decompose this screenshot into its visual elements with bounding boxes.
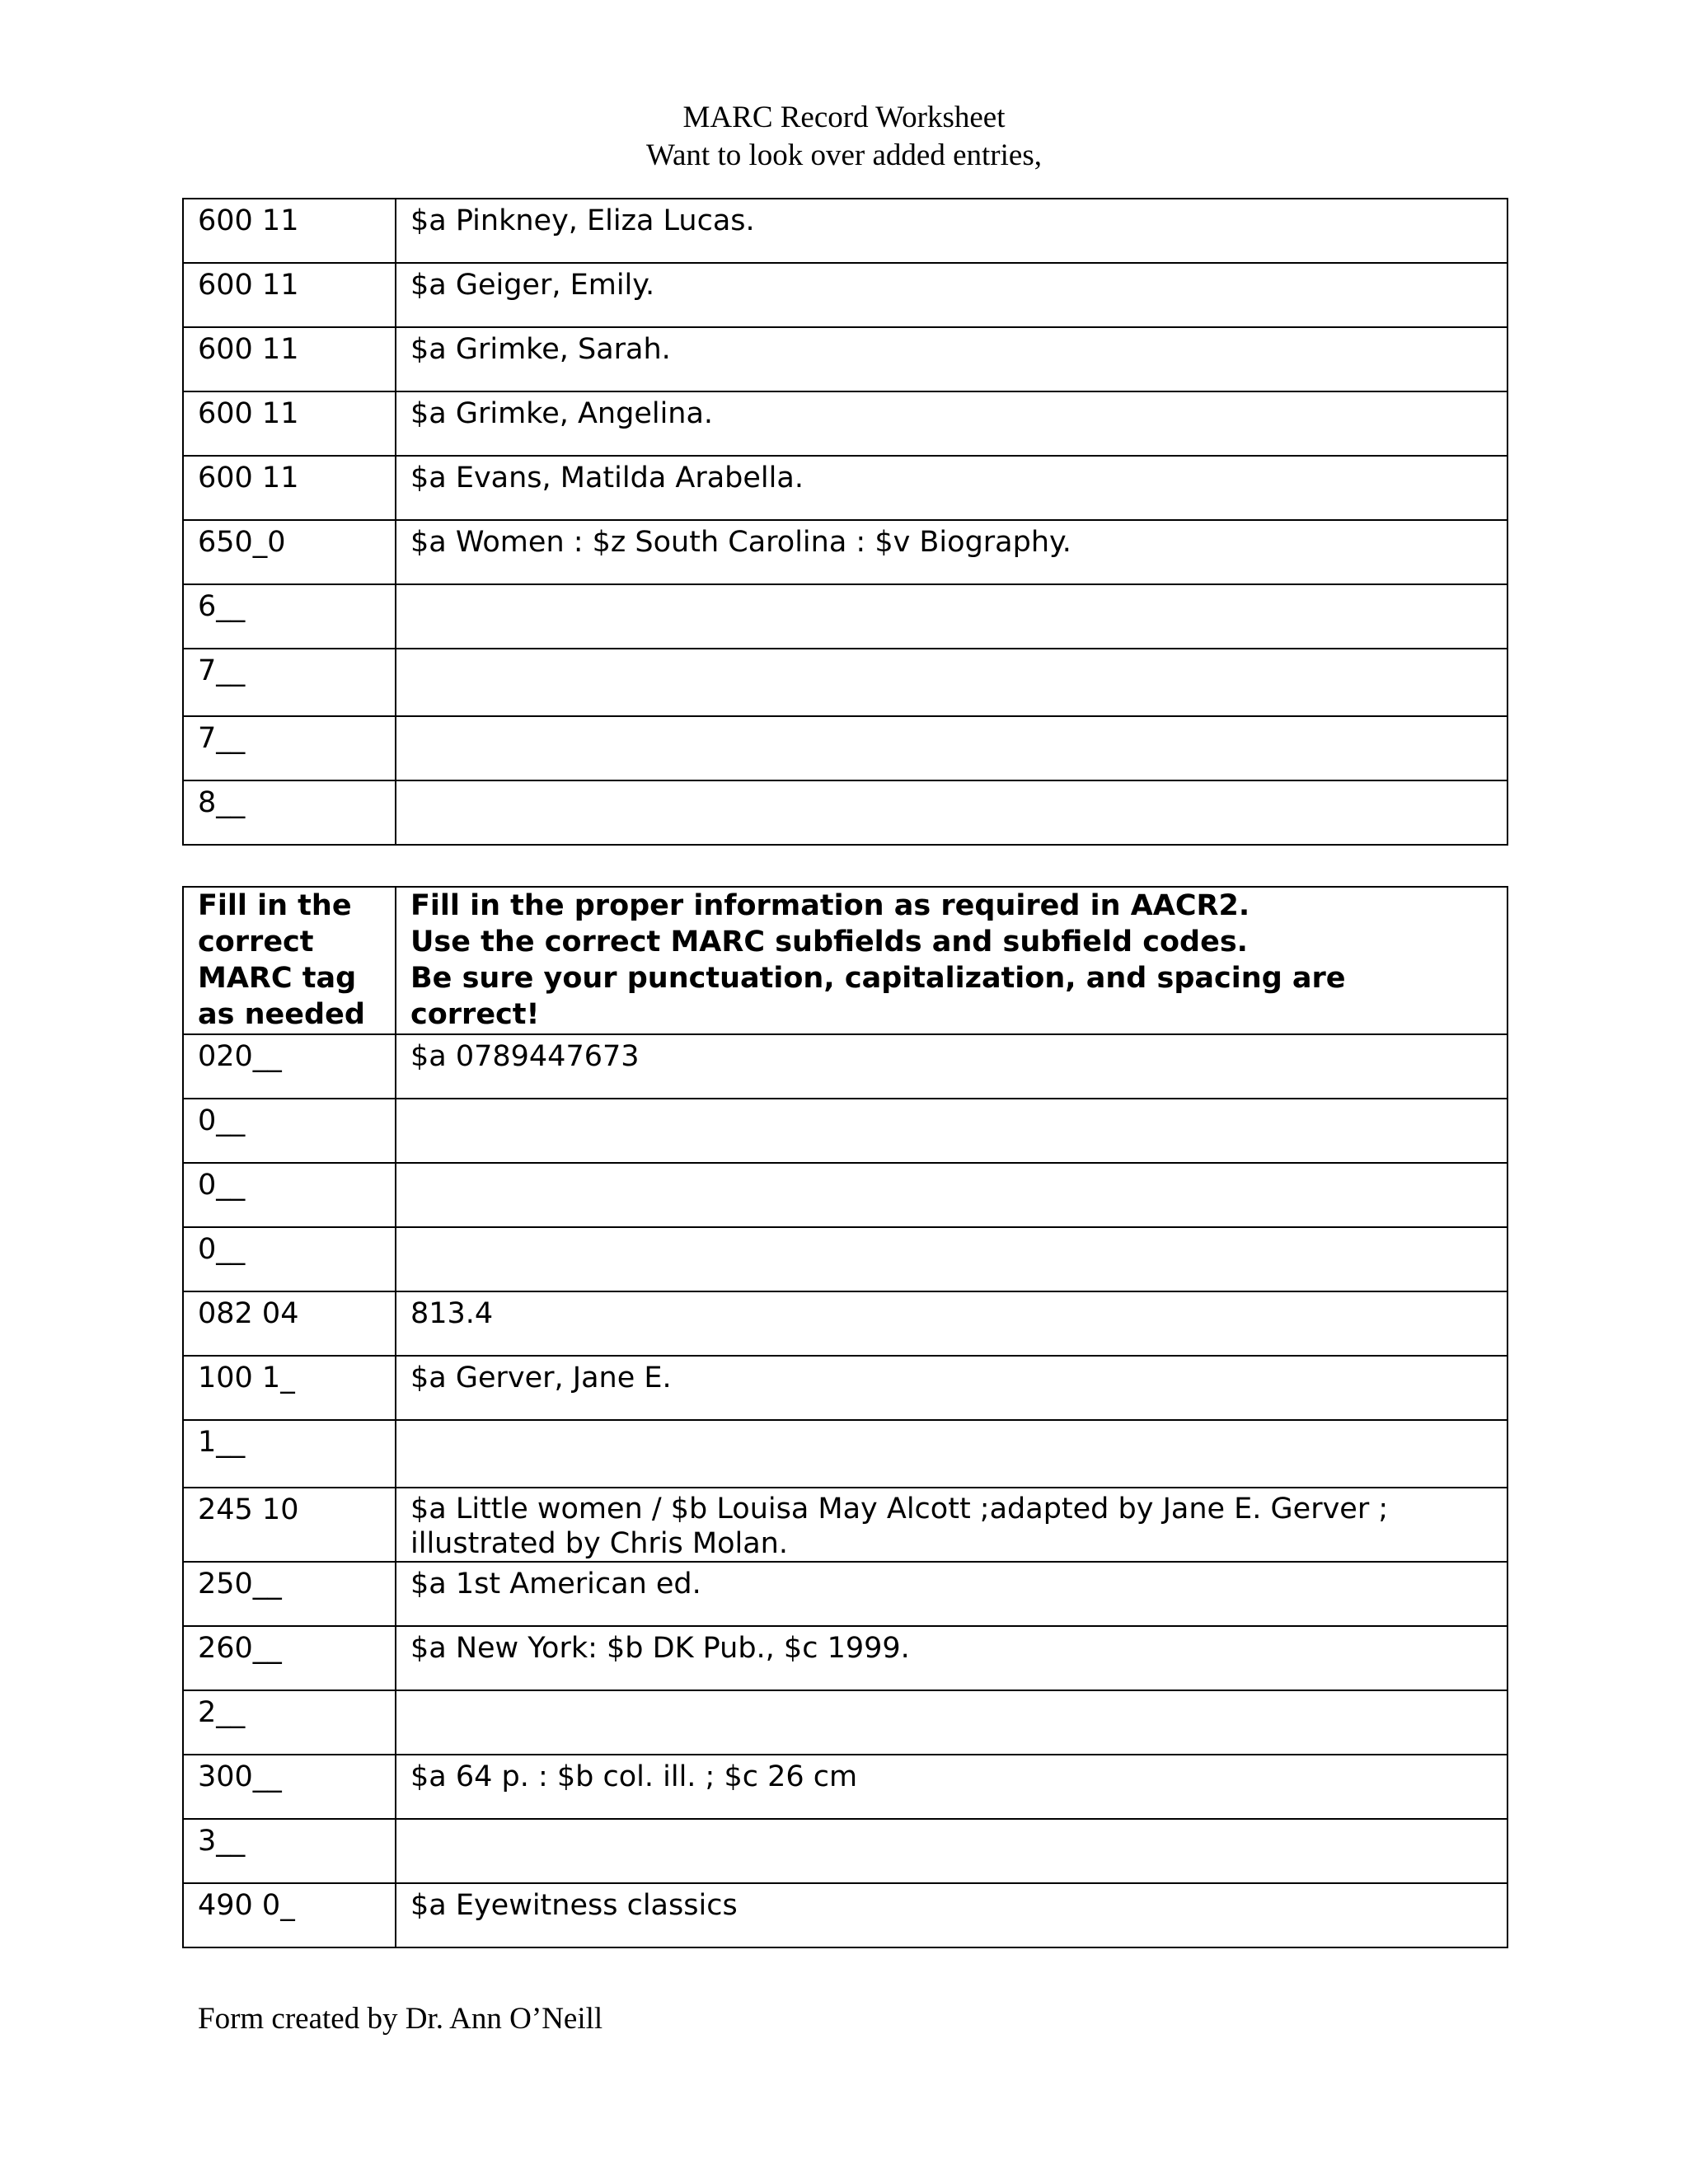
field-value-cell: $a Eyewitness classics	[396, 1883, 1507, 1947]
field-value-cell: $a Geiger, Emily.	[396, 263, 1507, 327]
marc-tag-cell: 082 04	[183, 1291, 396, 1356]
table-row	[183, 1356, 1507, 1420]
field-value-cell[interactable]	[396, 649, 1507, 716]
marc-record-table	[182, 886, 1508, 1948]
marc-tag-cell: 0__	[183, 1163, 396, 1227]
table-row	[183, 456, 1507, 520]
info-header-cell	[396, 887, 1507, 1034]
info-header-line: Fill in the proper information as required in AACR2.	[410, 889, 1250, 922]
field-value-cell[interactable]	[396, 1099, 1507, 1163]
table-header-row	[183, 887, 1507, 1034]
field-value-cell[interactable]	[396, 1163, 1507, 1227]
table-row	[183, 1163, 1507, 1227]
table-row	[183, 1488, 1507, 1562]
table-row	[183, 1755, 1507, 1819]
form-credit: Form created by Dr. Ann O’Neill	[198, 2002, 603, 2036]
field-value-cell: $a Grimke, Sarah.	[396, 327, 1507, 391]
marc-tag-cell: 245 10	[183, 1488, 396, 1562]
table-row	[183, 520, 1507, 584]
table-row	[183, 1819, 1507, 1883]
field-value-cell: $a New York: $b DK Pub., $c 1999.	[396, 1626, 1507, 1690]
table-row	[183, 327, 1507, 391]
tag-header-cell	[183, 887, 396, 1034]
table-row	[183, 199, 1507, 263]
marc-tag-cell: 260__	[183, 1626, 396, 1690]
field-value-cell[interactable]	[396, 584, 1507, 649]
marc-tag-cell: 300__	[183, 1755, 396, 1819]
marc-tag-cell: 1__	[183, 1420, 396, 1488]
table-row	[183, 1099, 1507, 1163]
marc-tag-cell: 650_0	[183, 520, 396, 584]
table-row	[183, 1626, 1507, 1690]
table-row	[183, 1562, 1507, 1626]
marc-tag-cell: 600 11	[183, 199, 396, 263]
added-entries-table	[182, 198, 1508, 846]
field-value-cell[interactable]	[396, 1420, 1507, 1488]
field-value-cell[interactable]	[396, 1690, 1507, 1755]
field-value-cell[interactable]	[396, 780, 1507, 845]
field-value-cell: $a Grimke, Angelina.	[396, 391, 1507, 456]
worksheet-title: MARC Record Worksheet	[682, 101, 1006, 134]
marc-tag-cell: 7__	[183, 649, 396, 716]
tag-header-line: as needed	[198, 998, 365, 1031]
marc-tag-cell: 600 11	[183, 456, 396, 520]
marc-tag-cell: 2__	[183, 1690, 396, 1755]
table-row	[183, 1690, 1507, 1755]
tag-header-line: MARC tag	[198, 962, 357, 995]
table-row	[183, 1034, 1507, 1099]
field-value-cell[interactable]	[396, 1227, 1507, 1291]
table-row	[183, 1227, 1507, 1291]
field-value-cell: $a Evans, Matilda Arabella.	[396, 456, 1507, 520]
tag-header-line: correct	[198, 926, 314, 958]
marc-tag-cell: 6__	[183, 584, 396, 649]
marc-tag-cell: 490 0_	[183, 1883, 396, 1947]
field-value-cell: $a 1st American ed.	[396, 1562, 1507, 1626]
marc-tag-cell: 3__	[183, 1819, 396, 1883]
marc-tag-cell: 600 11	[183, 391, 396, 456]
field-value-cell: $a 64 p. : $b col. ill. ; $c 26 cm	[396, 1755, 1507, 1819]
table-row	[183, 1420, 1507, 1488]
field-value-cell	[396, 1488, 1507, 1562]
table-row	[183, 780, 1507, 845]
marc-tag-cell: 0__	[183, 1227, 396, 1291]
info-header-line: Be sure your punctuation, capitalization, and spacing are	[410, 962, 1346, 995]
field-value-cell[interactable]	[396, 716, 1507, 780]
marc-tag-cell: 7__	[183, 716, 396, 780]
table-row	[183, 263, 1507, 327]
marc-tag-cell: 8__	[183, 780, 396, 845]
marc-tag-cell: 250__	[183, 1562, 396, 1626]
field-value-cell: $a Women : $z South Carolina : $v Biography.	[396, 520, 1507, 584]
field-value-line: illustrated by Chris Molan.	[410, 1527, 788, 1560]
field-value-cell: $a Gerver, Jane E.	[396, 1356, 1507, 1420]
marc-tag-cell: 020__	[183, 1034, 396, 1099]
field-value-line: $a Little women / $b Louisa May Alcott ;adapted by Jane E. Gerver ;	[410, 1493, 1389, 1526]
table-row	[183, 649, 1507, 716]
field-value-cell[interactable]	[396, 1819, 1507, 1883]
table-row	[183, 391, 1507, 456]
info-header-line: correct!	[410, 998, 540, 1031]
marc-tag-cell: 600 11	[183, 263, 396, 327]
field-value-cell: $a 0789447673	[396, 1034, 1507, 1099]
table-row	[183, 716, 1507, 780]
field-value-cell: $a Pinkney, Eliza Lucas.	[396, 199, 1507, 263]
tag-header-line: Fill in the	[198, 889, 352, 922]
table-row	[183, 1883, 1507, 1947]
worksheet-subtitle: Want to look over added entries,	[646, 138, 1042, 172]
table-row	[183, 1291, 1507, 1356]
info-header-line: Use the correct MARC subfields and subfield codes.	[410, 926, 1248, 958]
field-value-cell: 813.4	[396, 1291, 1507, 1356]
marc-tag-cell: 600 11	[183, 327, 396, 391]
marc-tag-cell: 0__	[183, 1099, 396, 1163]
table-row	[183, 584, 1507, 649]
marc-tag-cell: 100 1_	[183, 1356, 396, 1420]
